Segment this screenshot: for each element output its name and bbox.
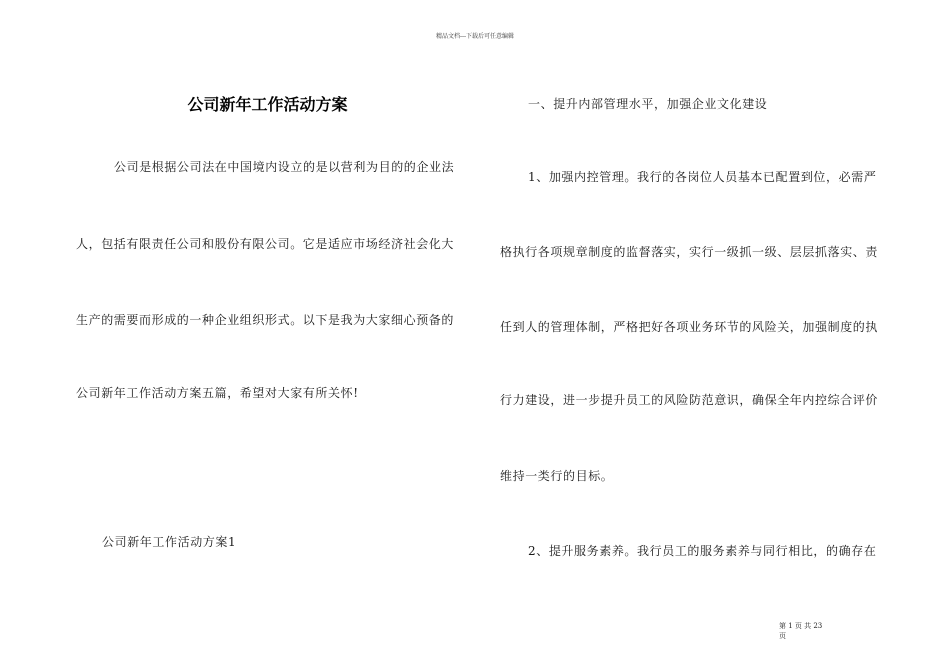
right-paragraph-line-3: 任到人的管理体制，严格把好各项业务环节的风险关，加强制度的执	[500, 320, 879, 334]
page-header: 精品文档---下载后可任意编辑	[435, 33, 515, 40]
section-subheading: 公司新年工作活动方案1	[102, 535, 237, 549]
left-paragraph-line-2: 人，包括有限责任公司和股份有限公司。它是适应市场经济社会化大	[76, 237, 455, 251]
right-paragraph-line-5: 维持一类行的目标。	[500, 469, 614, 483]
left-paragraph-line-4: 公司新年工作活动方案五篇，希望对大家有所关怀!	[76, 386, 359, 400]
right-paragraph-line-1: 1、加强内控管理。我行的各岗位人员基本已配置到位，必需严	[528, 170, 877, 184]
right-heading: 一、提升内部管理水平，加强企业文化建设	[528, 97, 768, 111]
right-paragraph-line-2: 格执行各项规章制度的监督落实，实行一级抓一级、层层抓落实、责	[500, 245, 879, 259]
left-paragraph-line-3: 生产的需要而形成的一种企业组织形式。以下是我为大家细心预备的	[76, 313, 455, 327]
page-number-suffix: 页	[779, 632, 786, 640]
right-paragraph-line-4: 行力建设，进一步提升员工的风险防范意识，确保全年内控综合评价	[500, 393, 879, 407]
right-paragraph-line-6: 2、提升服务素养。我行员工的服务素养与同行相比，的确存在	[528, 544, 877, 558]
document-title: 公司新年工作活动方案	[187, 95, 348, 114]
page-number: 第 1 页 共 23	[779, 622, 823, 630]
left-paragraph-line-1: 公司是根据公司法在中国境内设立的是以营利为目的的企业法	[114, 160, 455, 174]
